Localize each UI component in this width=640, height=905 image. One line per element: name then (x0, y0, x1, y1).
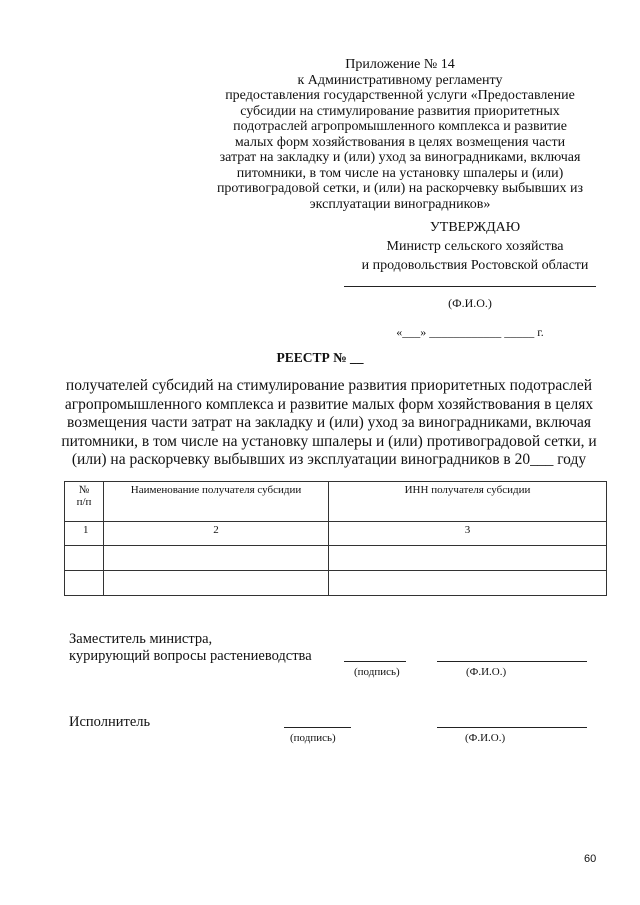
appendix-line: Приложение № 14 (345, 57, 455, 72)
appendix-line: затрат на закладку и (или) уход за виноградниками, включая (219, 150, 581, 165)
approval-heading: УТВЕРЖДАЮ (429, 220, 521, 235)
subtitle-line: получателей субсидий на стимулирование развития приоритетных подотраслей (65, 377, 593, 394)
page-number: 60 (584, 853, 597, 865)
table-cell (329, 571, 607, 596)
table-cell (104, 546, 329, 571)
appendix-line: эксплуатации виноградников» (309, 196, 491, 212)
subtitle-line: агропромышленного комплекса и развитие малых форм хозяйствования в целях (64, 395, 594, 413)
approval-date-line: «___» ____________ _____ г. (396, 325, 544, 339)
table-row (65, 522, 607, 546)
approval-block (330, 218, 620, 275)
appendix-line: к Административному регламенту (297, 72, 503, 88)
deputy-minister-label (69, 631, 312, 665)
appendix-line: противоградовой сетки, и (или) на раскорчевку выбывших из (216, 181, 584, 196)
column-number-2: 2 (104, 522, 329, 546)
column-number-1: 1 (65, 522, 104, 546)
registry-table (64, 481, 607, 596)
approval-position-line: Министр сельского хозяйства (386, 239, 564, 254)
subtitle-line: питомники, в том числе на установку шпалеры и (или) противоградовой сетки, и (61, 432, 597, 450)
deputy-line: Заместитель министра, (69, 631, 213, 647)
executor-signature-caption: (подпись) (290, 732, 336, 744)
approval-signature-line (344, 286, 596, 287)
appendix-header (190, 57, 610, 212)
registry-subtitle (60, 377, 598, 470)
registry-title: РЕЕСТР № __ (276, 350, 364, 365)
appendix-line: предоставления государственной услуги «Предоставление (225, 88, 575, 103)
deputy-fio-line (437, 661, 587, 662)
deputy-signature-caption: (подпись) (354, 666, 400, 678)
deputy-line: курирующий вопросы растениеводства (69, 648, 312, 664)
table-cell (104, 571, 329, 596)
header-number: № п/п (65, 482, 104, 522)
appendix-line: питомники, в том числе на установку шпалеры и (или) (236, 165, 564, 181)
executor-signature-line (284, 727, 351, 728)
table-row (65, 546, 607, 571)
appendix-line: малых форм хозяйствования в целях возмещения части (234, 134, 566, 150)
table-cell (329, 546, 607, 571)
executor-fio-caption: (Ф.И.О.) (465, 732, 506, 744)
executor-fio-line (437, 727, 587, 728)
column-number-3: 3 (329, 522, 607, 546)
header-inn: ИНН получателя субсидии (329, 482, 607, 522)
table-row (65, 571, 607, 596)
deputy-signature-line (344, 661, 406, 662)
header-recipient-name: Наименование получателя субсидии (104, 482, 329, 522)
subtitle-line: возмещения части затрат на закладку и (или) уход за виноградниками, включая (67, 414, 591, 431)
approval-fio-caption: (Ф.И.О.) (448, 296, 492, 310)
approval-position-line: и продовольствия Ростовской области (361, 258, 589, 273)
table-cell (65, 546, 104, 571)
table-header-row (65, 482, 607, 522)
appendix-line: подотраслей агропромышленного комплекса и развитие (233, 119, 567, 134)
subtitle-line: (или) на раскорчевку выбывших из эксплуатации виноградников в 20___ году (71, 451, 587, 468)
deputy-fio-caption: (Ф.И.О.) (466, 666, 507, 678)
appendix-line: субсидии на стимулирование развития приоритетных (240, 103, 560, 119)
executor-label: Исполнитель (69, 714, 151, 730)
table-cell (65, 571, 104, 596)
